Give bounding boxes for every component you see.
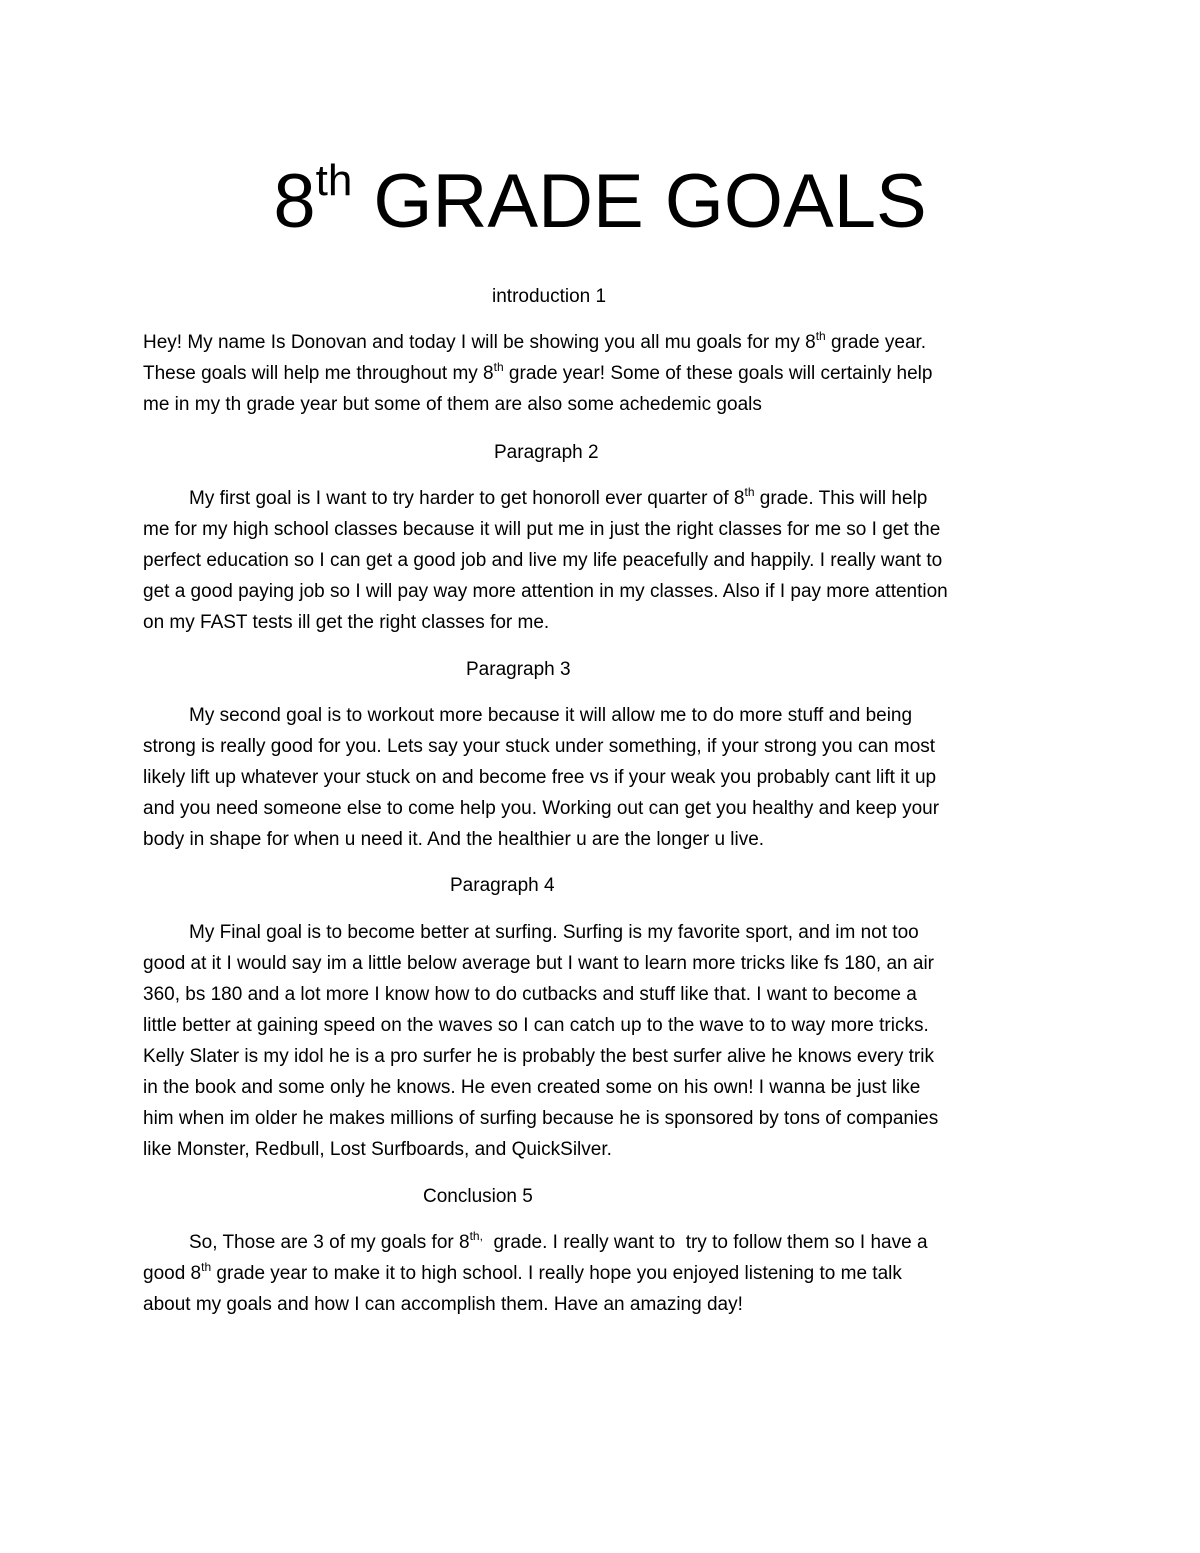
text-line: 360, bs 180 and a lot more I know how to do cutbacks and stuff like that. I want to become a (143, 984, 917, 1005)
title-superscript: th (315, 155, 353, 205)
text-line: me in my th grade year but some of them are also some achedemic goals (143, 394, 762, 415)
text-line: in the book and some only he knows. He even created some on his own! I wanna be just like (143, 1077, 921, 1098)
section-body-paragraph-2 (143, 483, 1063, 638)
text-line: Kelly Slater is my idol he is a pro surfer he is probably the best surfer alive he knows every trik (143, 1046, 934, 1067)
text-line: My second goal is to workout more because it will allow me to do more stuff and being (189, 705, 913, 726)
section-heading-paragraph-2: Paragraph 2 (494, 442, 599, 463)
text-line: on my FAST tests ill get the right classes for me. (143, 612, 550, 633)
section-heading-conclusion: Conclusion 5 (423, 1186, 533, 1207)
text-line: me for my high school classes because it will put me in just the right classes for me so I get the (143, 519, 941, 540)
text-line: him when im older he makes millions of surfing because he is sponsored by tons of companies (143, 1108, 939, 1129)
text-line: get a good paying job so I will pay way more attention in my classes. Also if I pay more attention (143, 581, 948, 602)
page-title (0, 152, 1200, 252)
text-line: My first goal is I want to try harder to get honoroll ever quarter of 8th grade. This will help (189, 484, 928, 509)
text-line: like Monster, Redbull, Lost Surfboards, and QuickSilver. (143, 1139, 612, 1160)
text-line: So, Those are 3 of my goals for $8^{th,}$ grade. I really want to try to follow them so I have a (189, 1228, 928, 1253)
text-line: My Final goal is to become better at surfing. Surfing is my favorite sport, and im not too (189, 922, 919, 943)
text-line: These goals will help me throughout my 8th grade year! Some of these goals will certainly help (143, 359, 933, 384)
title-number: 8 (273, 159, 316, 244)
section-body-introduction (143, 327, 1063, 420)
section-heading-introduction: introduction 1 (492, 286, 607, 307)
text-line: and you need someone else to come help you. Working out can get you healthy and keep your (143, 798, 940, 819)
section-body-conclusion (143, 1227, 1063, 1320)
text-line: perfect education so I can get a good job and live my life peacefully and happily. I really want to (143, 550, 943, 571)
title-text: GRADE GOALS (373, 159, 927, 244)
text-line: likely lift up whatever your stuck on and become free vs if your weak you probably cant lift it up (143, 767, 937, 788)
section-heading-paragraph-4: Paragraph 4 (450, 875, 555, 896)
text-line: body in shape for when u need it. And the healthier u are the longer u live. (143, 829, 765, 850)
text-line: little better at gaining speed on the waves so I can catch up to the wave to to way more tricks. (143, 1015, 929, 1036)
text-line: Hey! My name Is Donovan and today I will be showing you all mu goals for my 8th grade year. (143, 328, 927, 353)
section-body-paragraph-4 (143, 917, 1063, 1165)
text-line: good at it I would say im a little below average but I want to learn more tricks like fs 180, an air (143, 953, 934, 974)
text-line: about my goals and how I can accomplish them. Have an amazing day! (143, 1294, 743, 1315)
section-body-paragraph-3 (143, 700, 1063, 855)
section-heading-paragraph-3: Paragraph 3 (466, 659, 571, 680)
text-line: strong is really good for you. Lets say your stuck under something, if your strong you can most (143, 736, 936, 757)
text-line: good 8th grade year to make it to high school. I really hope you enjoyed listening to me talk (143, 1259, 902, 1284)
